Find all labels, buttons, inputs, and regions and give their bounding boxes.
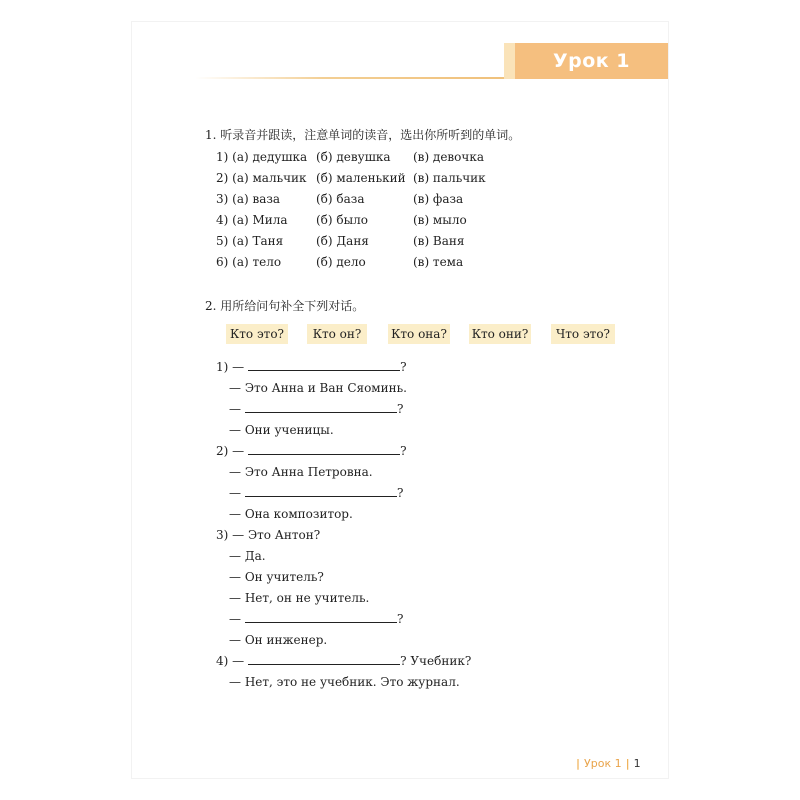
dialogue-text: — Они ученицы. bbox=[229, 423, 334, 437]
task1-option: 3) (а) ваза bbox=[216, 192, 281, 206]
answer-blank[interactable] bbox=[245, 402, 397, 413]
dialogue-line bbox=[229, 507, 353, 521]
dialogue-line bbox=[229, 402, 403, 416]
task2-title: 2. 用所给问句补全下列对话。 bbox=[205, 299, 365, 313]
dialogue-suffix: ? bbox=[400, 360, 407, 374]
dialogue-line bbox=[216, 654, 471, 668]
footer-divider: | bbox=[576, 757, 581, 770]
answer-blank[interactable] bbox=[248, 654, 400, 665]
question-chip-kto-eto: Кто это? bbox=[226, 324, 288, 344]
dialogue-line bbox=[216, 444, 407, 458]
dialogue-line bbox=[229, 675, 460, 689]
dialogue-line bbox=[229, 465, 373, 479]
answer-blank[interactable] bbox=[245, 612, 397, 623]
dialogue-line bbox=[229, 570, 324, 584]
task1-option: (в) Ваня bbox=[413, 234, 465, 248]
lesson-title-tab: Урок 1 bbox=[515, 43, 668, 79]
task1-option: (б) база bbox=[316, 192, 365, 206]
dialogue-text: — bbox=[229, 402, 241, 416]
task1-option: (б) девушка bbox=[316, 150, 391, 164]
page-number: 1 bbox=[633, 757, 641, 770]
dialogue-line bbox=[216, 528, 320, 542]
question-chip-kto-ona: Кто она? bbox=[388, 324, 450, 344]
task1-option: (в) девочка bbox=[413, 150, 484, 164]
task1-option: (б) было bbox=[316, 213, 369, 227]
dialogue-line bbox=[229, 549, 266, 563]
dialogue-text: — bbox=[229, 612, 241, 626]
dialogue-line bbox=[229, 423, 334, 437]
dialogue-suffix: ? bbox=[397, 402, 404, 416]
task1-option: 1) (а) дедушка bbox=[216, 150, 308, 164]
task1-option: 2) (а) мальчик bbox=[216, 171, 307, 185]
footer-lesson: Урок 1 bbox=[584, 757, 622, 770]
dialogue-line bbox=[229, 633, 327, 647]
task1-option: (в) фаза bbox=[413, 192, 464, 206]
answer-blank[interactable] bbox=[248, 360, 400, 371]
dialogue-line bbox=[229, 381, 407, 395]
task1-option: (в) тема bbox=[413, 255, 464, 269]
question-chip-chto-eto: Что это? bbox=[551, 324, 615, 344]
dialogue-suffix: ? Учебник? bbox=[400, 654, 472, 668]
dialogue-text: — Да. bbox=[229, 549, 266, 563]
question-chip-kto-oni: Кто они? bbox=[469, 324, 531, 344]
dialogue-text: — bbox=[229, 486, 241, 500]
dialogue-text: 3) — Это Антон? bbox=[216, 528, 321, 542]
dialogue-text: 2) — bbox=[216, 444, 245, 458]
task1-option: (б) дело bbox=[316, 255, 366, 269]
dialogue-text: — Она композитор. bbox=[229, 507, 353, 521]
answer-blank[interactable] bbox=[245, 486, 397, 497]
dialogue-line bbox=[229, 486, 403, 500]
header-rule bbox=[195, 77, 515, 79]
footer-divider: | bbox=[625, 757, 630, 770]
task1-option: (б) маленький bbox=[316, 171, 406, 185]
dialogue-text: — Это Анна Петровна. bbox=[229, 465, 373, 479]
question-chip-kto-on: Кто он? bbox=[307, 324, 367, 344]
dialogue-suffix: ? bbox=[400, 444, 407, 458]
dialogue-line bbox=[229, 591, 369, 605]
task1-option: 4) (а) Мила bbox=[216, 213, 288, 227]
task1-option: (в) мыло bbox=[413, 213, 467, 227]
dialogue-text: — Он учитель? bbox=[229, 570, 324, 584]
answer-blank[interactable] bbox=[248, 444, 400, 455]
dialogue-text: 4) — bbox=[216, 654, 245, 668]
page-footer bbox=[572, 757, 641, 770]
task1-option: (в) пальчик bbox=[413, 171, 486, 185]
dialogue-text: 1) — bbox=[216, 360, 245, 374]
dialogue-text: — Он инженер. bbox=[229, 633, 328, 647]
task1-option: 5) (а) Таня bbox=[216, 234, 284, 248]
dialogue-text: — Это Анна и Ван Сяоминь. bbox=[229, 381, 407, 395]
task1-option: 6) (а) тело bbox=[216, 255, 282, 269]
dialogue-text: — Нет, это не учебник. Это журнал. bbox=[229, 675, 460, 689]
dialogue-line bbox=[216, 360, 407, 374]
dialogue-suffix: ? bbox=[397, 486, 404, 500]
dialogue-text: — Нет, он не учитель. bbox=[229, 591, 370, 605]
task1-option: (б) Даня bbox=[316, 234, 369, 248]
dialogue-line bbox=[229, 612, 403, 626]
dialogue-suffix: ? bbox=[397, 612, 404, 626]
task1-title: 1. 听录音并跟读，注意单词的读音，选出你所听到的单词。 bbox=[205, 128, 521, 142]
